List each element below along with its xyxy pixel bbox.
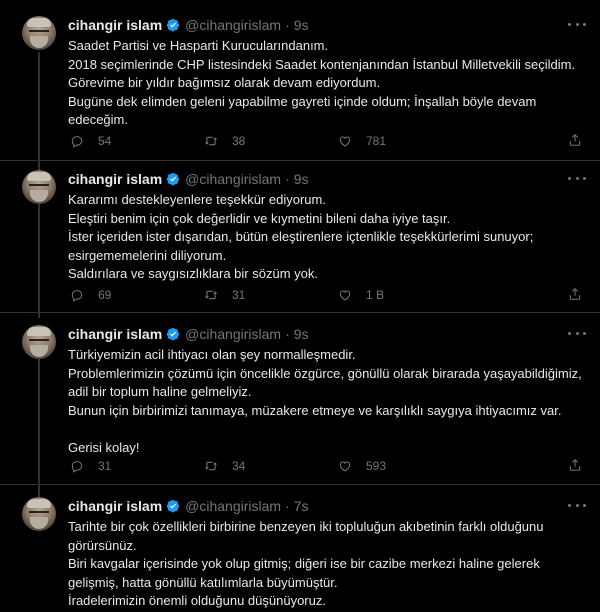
tweet-actions xyxy=(70,133,472,149)
like-icon xyxy=(338,459,352,473)
tweet-text xyxy=(68,191,588,284)
reply-button[interactable] xyxy=(70,288,204,302)
author-handle[interactable]: @cihangirislam xyxy=(185,171,282,187)
tweet-actions xyxy=(70,287,472,303)
tweet-line: edeceğim. xyxy=(68,112,128,127)
verified-badge-icon xyxy=(166,327,180,341)
tweet-line: gelişmiş, hatta gönüllü katılımlarla büyümüştür. xyxy=(68,574,338,590)
avatar[interactable] xyxy=(22,325,56,359)
like-count: 593 xyxy=(366,459,387,473)
verified-badge-icon xyxy=(166,499,180,513)
tweet-text xyxy=(68,346,588,457)
author-handle[interactable]: @cihangirislam xyxy=(185,326,282,342)
reply-icon xyxy=(70,288,84,302)
tweet-line: Türkiyemizin acil ihtiyacı olan şey normalleşmedir. xyxy=(68,347,356,362)
tweet-line: Problemlerimizin çözümü için öncelikle özgürce, gönüllü olarak birarada yaşayabildiğimiz, xyxy=(68,365,582,381)
retweet-button[interactable] xyxy=(204,288,338,302)
more-icon[interactable] xyxy=(568,17,586,31)
retweet-icon xyxy=(204,288,218,302)
more-icon[interactable] xyxy=(568,171,586,185)
verified-badge-icon xyxy=(166,18,180,32)
author-handle[interactable]: @cihangirislam xyxy=(185,498,282,514)
tweet-actions xyxy=(70,458,472,474)
separator-dot: · xyxy=(285,326,290,342)
separator-dot: · xyxy=(285,498,290,514)
tweet-line: Biri kavgalar içerisinde yok olup gitmiş; diğeri ise bir cazibe merkezi haline gelerek xyxy=(68,556,540,571)
avatar[interactable] xyxy=(22,170,56,204)
tweet-line: görürsünüz. xyxy=(68,537,137,553)
timestamp[interactable]: 7s xyxy=(293,498,309,514)
like-count: 781 xyxy=(366,134,387,148)
thread-connector xyxy=(38,200,40,318)
more-icon[interactable] xyxy=(568,498,586,512)
like-icon xyxy=(338,134,352,148)
tweet-line: Bunun için birbirimizi tanımaya, müzakere etmeye ve karşılıklı saygıya ihtiyacımız var. xyxy=(68,402,562,418)
author-handle[interactable]: @cihangirislam xyxy=(185,17,282,33)
more-icon[interactable] xyxy=(568,326,586,340)
share-icon[interactable] xyxy=(568,133,582,147)
share-icon[interactable] xyxy=(568,287,582,301)
reply-count: 54 xyxy=(98,134,112,148)
reply-button[interactable] xyxy=(70,459,204,473)
tweet-text xyxy=(68,518,588,611)
timestamp[interactable]: 9s xyxy=(293,326,309,342)
tweet-line: İradelerimizin önemli olduğunu düşünüyoruz. xyxy=(68,593,326,608)
reply-icon xyxy=(70,459,84,473)
avatar[interactable] xyxy=(22,497,56,531)
like-button[interactable] xyxy=(338,459,472,473)
retweet-icon xyxy=(204,134,218,148)
like-button[interactable] xyxy=(338,134,472,148)
author-name[interactable]: cihangir islam xyxy=(68,171,163,187)
retweet-button[interactable] xyxy=(204,134,338,148)
tweet-line: Tarihte bir çok özellikleri birbirine benzeyen iki topluluğun akıbetinin farklı olduğunu xyxy=(68,519,544,534)
separator-dot: · xyxy=(285,171,290,187)
like-icon xyxy=(338,288,352,302)
separator-dot: · xyxy=(285,17,290,33)
reply-count: 31 xyxy=(98,459,112,473)
tweet-line: adil bir toplum haline gelmeliyiz. xyxy=(68,384,252,399)
tweet-divider xyxy=(0,312,600,313)
tweet-line: esirgememelerini diliyorum. xyxy=(68,247,227,263)
avatar[interactable] xyxy=(22,16,56,50)
verified-badge-icon xyxy=(166,172,180,186)
retweet-count: 31 xyxy=(232,288,246,302)
tweet-line: Eleştiri benim için çok değerlidir ve kıymetini bileni daha iyiye taşır. xyxy=(68,210,451,226)
author-name[interactable]: cihangir islam xyxy=(68,17,163,33)
tweet-blank-line xyxy=(68,420,588,439)
like-count: 1 B xyxy=(366,288,385,302)
tweet-divider xyxy=(0,160,600,161)
share-icon[interactable] xyxy=(568,458,582,472)
tweet-line: 2018 seçimlerinde CHP listesindeki Saadet kontenjanından İstanbul Milletvekili seçildim. xyxy=(68,56,576,72)
reply-icon xyxy=(70,134,84,148)
retweet-count: 34 xyxy=(232,459,246,473)
retweet-icon xyxy=(204,459,218,473)
retweet-button[interactable] xyxy=(204,459,338,473)
tweet-line: Saldırılara ve saygısızlıklara bir sözüm yok. xyxy=(68,266,318,281)
reply-count: 69 xyxy=(98,288,112,302)
retweet-count: 38 xyxy=(232,134,246,148)
tweet-line: Kararımı destekleyenlere teşekkür ediyorum. xyxy=(68,192,326,207)
reply-button[interactable] xyxy=(70,134,204,148)
author-name[interactable]: cihangir islam xyxy=(68,326,163,342)
tweet-line: Saadet Partisi ve Hasparti Kurucularındanım. xyxy=(68,38,329,53)
tweet-text xyxy=(68,37,588,130)
author-name[interactable]: cihangir islam xyxy=(68,498,163,514)
tweet-line: Görevime bir yıldır bağımsız olarak devam ediyordum. xyxy=(68,75,381,90)
tweet-line: Bugüne dek elimden geleni yapabilme gayreti içinde oldum; İnşallah böyle devam xyxy=(68,93,537,109)
tweet-line: Gerisi kolay! xyxy=(68,439,140,455)
timestamp[interactable]: 9s xyxy=(293,17,309,33)
thread-connector xyxy=(38,348,40,498)
tweet-divider xyxy=(0,484,600,485)
timestamp[interactable]: 9s xyxy=(293,171,309,187)
tweet-line: İster içeriden ister dışarıdan, bütün eleştirenlere içtenlikle teşekkürlerimi sunuyor; xyxy=(68,229,534,244)
like-button[interactable] xyxy=(338,288,472,302)
thread-connector xyxy=(38,52,40,170)
